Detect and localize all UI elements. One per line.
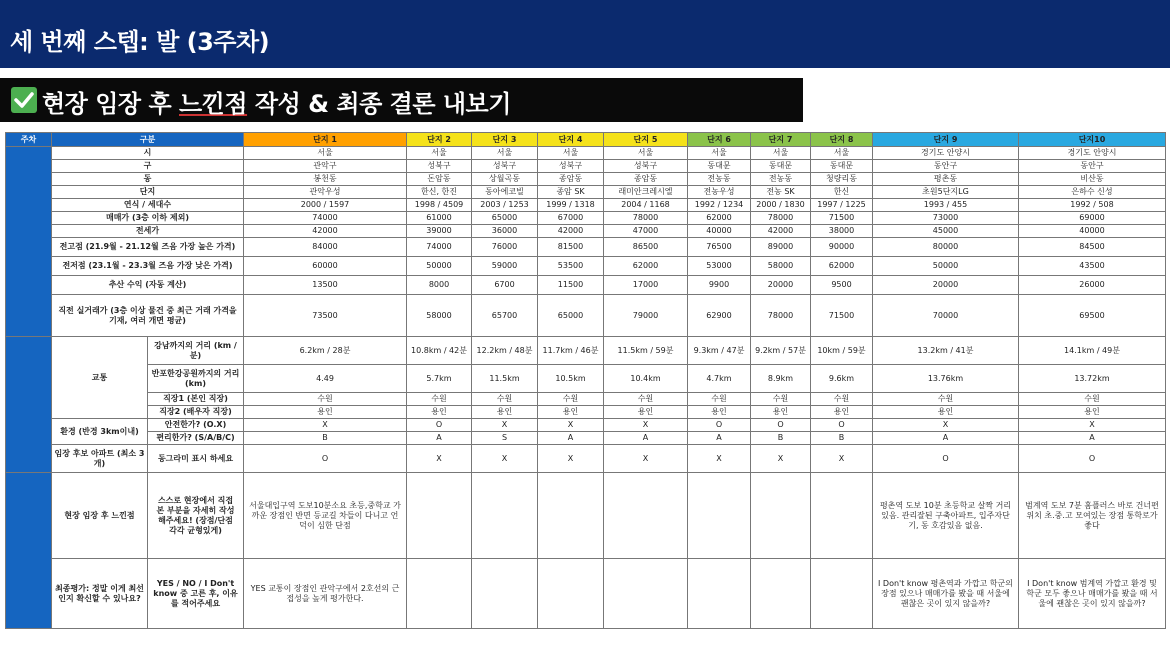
table-cell: 4.7km — [688, 365, 751, 393]
table-cell: 전농동 — [688, 173, 751, 186]
table-cell: 2000 / 1597 — [244, 199, 407, 212]
table-row — [6, 186, 1166, 199]
impression-cell — [407, 473, 472, 559]
header-complex-3: 단지 3 — [472, 133, 538, 147]
table-cell: 2003 / 1253 — [472, 199, 538, 212]
table-cell: 래미안크레시엘 — [604, 186, 688, 199]
table-cell: 74000 — [244, 212, 407, 225]
table-cell: 50000 — [407, 257, 472, 276]
row-label: 매매가 (3층 이하 제외) — [52, 212, 244, 225]
table-cell: 11.5km — [472, 365, 538, 393]
page-title: 세 번째 스텝: 발 (3주차) — [10, 28, 270, 56]
table-cell: 9500 — [811, 276, 873, 295]
table-cell: 69500 — [1019, 295, 1166, 337]
table-cell: X — [472, 419, 538, 432]
table-cell: 60000 — [244, 257, 407, 276]
table-cell: X — [472, 445, 538, 473]
table-cell: 용인 — [244, 406, 407, 419]
table-cell: 73500 — [244, 295, 407, 337]
table-cell: 종암동 — [538, 173, 604, 186]
table-cell: O — [811, 419, 873, 432]
table-cell: 용인 — [811, 406, 873, 419]
table-cell: 평촌동 — [873, 173, 1019, 186]
final-evaluation-prompt: YES / NO / I Don't know 중 고른 후, 이유를 적어주세요 — [148, 559, 244, 629]
table-cell: 수원 — [1019, 393, 1166, 406]
impression-prompt: 스스로 현장에서 직접 본 부분을 자세히 작성해주세요! (장점/단점 각각 균형있게) — [148, 473, 244, 559]
evaluation-table — [5, 132, 1166, 629]
row-label: 동그라미 표시 하세요 — [148, 445, 244, 473]
table-cell: O — [407, 419, 472, 432]
row-label: 강남까지의 거리 (km / 분) — [148, 337, 244, 365]
table-cell: 42000 — [538, 225, 604, 238]
final-evaluation-cell: I Don't know 평촌역과 가깝고 학군의 장점 있으나 매매가를 봤을 때 서울에 괜찮은 곳이 있지 않을까? — [873, 559, 1019, 629]
table-cell: 71500 — [811, 212, 873, 225]
table-cell: 동대문 — [751, 160, 811, 173]
table-cell: 40000 — [688, 225, 751, 238]
table-cell: A — [604, 432, 688, 445]
table-cell: 1998 / 4509 — [407, 199, 472, 212]
table-cell: 용인 — [604, 406, 688, 419]
table-cell: 90000 — [811, 238, 873, 257]
table-cell: 58000 — [407, 295, 472, 337]
table-cell: 은하수 신성 — [1019, 186, 1166, 199]
table-cell: 2000 / 1830 — [751, 199, 811, 212]
table-cell: 성북구 — [538, 160, 604, 173]
table-cell: 동안구 — [873, 160, 1019, 173]
table-cell: 43500 — [1019, 257, 1166, 276]
table-cell: 용인 — [1019, 406, 1166, 419]
row-label: 전고점 (21.9월 - 21.12월 즈음 가장 높은 가격) — [52, 238, 244, 257]
table-cell: 78000 — [751, 295, 811, 337]
traffic-label: 교통 — [52, 337, 148, 419]
row-label: 전세가 — [52, 225, 244, 238]
header-complex-7: 단지 7 — [751, 133, 811, 147]
table-cell: 전농동 — [751, 173, 811, 186]
table-row — [6, 225, 1166, 238]
table-cell: 65700 — [472, 295, 538, 337]
row-label: 동 — [52, 173, 244, 186]
row-label: 구 — [52, 160, 244, 173]
table-cell: 1992 / 1234 — [688, 199, 751, 212]
table-row — [6, 147, 1166, 160]
header-complex-5: 단지 5 — [604, 133, 688, 147]
final-evaluation-cell — [751, 559, 811, 629]
final-evaluation-cell — [538, 559, 604, 629]
table-row — [6, 445, 1166, 473]
table-cell: 89000 — [751, 238, 811, 257]
table-cell: 수원 — [538, 393, 604, 406]
table-cell: 65000 — [472, 212, 538, 225]
table-cell: O — [1019, 445, 1166, 473]
final-evaluation-cell — [472, 559, 538, 629]
table-cell: X — [604, 445, 688, 473]
table-cell: 65000 — [538, 295, 604, 337]
table-cell: 13.72km — [1019, 365, 1166, 393]
table-cell: 36000 — [472, 225, 538, 238]
table-cell: 돈암동 — [407, 173, 472, 186]
table-cell: 동아에코빌 — [472, 186, 538, 199]
table-cell: 39000 — [407, 225, 472, 238]
table-cell: 9.2km / 57분 — [751, 337, 811, 365]
table-cell: 62000 — [688, 212, 751, 225]
table-cell: 서울 — [604, 147, 688, 160]
table-cell: 서울 — [811, 147, 873, 160]
week-label-3 — [6, 473, 52, 629]
row-label: 단지 — [52, 186, 244, 199]
table-row — [6, 393, 1166, 406]
table-cell: 73000 — [873, 212, 1019, 225]
table-cell: 수원 — [407, 393, 472, 406]
table-cell: 10.8km / 42분 — [407, 337, 472, 365]
section-title-pre: 현장 임장 후 — [42, 90, 179, 118]
impression-cell — [538, 473, 604, 559]
table-cell: 53500 — [538, 257, 604, 276]
candidate-label: 임장 후보 아파트 (최소 3개) — [52, 445, 148, 473]
table-cell: 10km / 59분 — [811, 337, 873, 365]
table-cell: A — [1019, 432, 1166, 445]
table-cell: X — [751, 445, 811, 473]
final-evaluation-label: 최종평가: 정말 이게 최선인지 확신할 수 있나요? — [52, 559, 148, 629]
table-cell: 10.5km — [538, 365, 604, 393]
table-cell: 한신, 한진 — [407, 186, 472, 199]
final-evaluation-cell — [407, 559, 472, 629]
table-cell: 동대문 — [688, 160, 751, 173]
table-cell: 70000 — [873, 295, 1019, 337]
row-label: 안전한가? (O.X) — [148, 419, 244, 432]
table-cell: 경기도 안양시 — [1019, 147, 1166, 160]
row-label: 전저점 (23.1월 - 23.3월 즈음 가장 낮은 가격) — [52, 257, 244, 276]
table-cell: 수원 — [811, 393, 873, 406]
table-cell: 81500 — [538, 238, 604, 257]
table-cell: 수원 — [751, 393, 811, 406]
table-cell: 59000 — [472, 257, 538, 276]
table-cell: 84500 — [1019, 238, 1166, 257]
table-cell: 비산동 — [1019, 173, 1166, 186]
header-category: 구분 — [52, 133, 244, 147]
final-evaluation-cell — [688, 559, 751, 629]
table-cell: 78000 — [604, 212, 688, 225]
week-label-2 — [6, 337, 52, 473]
table-cell: 종암 SK — [538, 186, 604, 199]
evaluation-table-container — [5, 132, 1165, 646]
table-cell: 성북구 — [472, 160, 538, 173]
table-row — [6, 257, 1166, 276]
table-cell: 26000 — [1019, 276, 1166, 295]
table-row — [6, 473, 1166, 559]
section-title-post: 작성 & 최종 결론 내보기 — [247, 90, 511, 118]
table-cell: 1997 / 1225 — [811, 199, 873, 212]
table-cell: 수원 — [873, 393, 1019, 406]
table-cell: 봉천동 — [244, 173, 407, 186]
impression-label: 현장 임장 후 느낀점 — [52, 473, 148, 559]
table-row — [6, 419, 1166, 432]
table-cell: 경기도 안양시 — [873, 147, 1019, 160]
table-cell: 69000 — [1019, 212, 1166, 225]
table-cell: 1993 / 455 — [873, 199, 1019, 212]
table-cell: A — [538, 432, 604, 445]
table-cell: 상월곡동 — [472, 173, 538, 186]
table-cell: 62000 — [811, 257, 873, 276]
impression-cell — [751, 473, 811, 559]
table-cell: 용인 — [538, 406, 604, 419]
header-complex-9: 단지 9 — [873, 133, 1019, 147]
table-cell: 성북구 — [407, 160, 472, 173]
table-row — [6, 160, 1166, 173]
table-cell: 서울 — [472, 147, 538, 160]
table-cell: 17000 — [604, 276, 688, 295]
impression-cell — [688, 473, 751, 559]
table-cell: X — [244, 419, 407, 432]
table-cell: 14.1km / 49분 — [1019, 337, 1166, 365]
table-row — [6, 559, 1166, 629]
table-cell: 50000 — [873, 257, 1019, 276]
table-cell: 13.76km — [873, 365, 1019, 393]
table-cell: 용인 — [873, 406, 1019, 419]
table-cell: 62000 — [604, 257, 688, 276]
table-cell: 42000 — [244, 225, 407, 238]
table-cell: X — [538, 445, 604, 473]
table-cell: 76000 — [472, 238, 538, 257]
header-complex-2: 단지 2 — [407, 133, 472, 147]
table-cell: 6.2km / 28분 — [244, 337, 407, 365]
row-label: 직장1 (본인 직장) — [148, 393, 244, 406]
table-cell: 11.5km / 59분 — [604, 337, 688, 365]
week-label-1 — [6, 147, 52, 337]
table-cell: X — [407, 445, 472, 473]
header-complex-4: 단지 4 — [538, 133, 604, 147]
table-cell: 61000 — [407, 212, 472, 225]
table-cell: S — [472, 432, 538, 445]
table-cell: A — [688, 432, 751, 445]
table-cell: 용인 — [472, 406, 538, 419]
table-cell: 11500 — [538, 276, 604, 295]
section-title-underlined: 느낀점 — [179, 90, 248, 118]
table-cell: 10.4km — [604, 365, 688, 393]
table-row — [6, 173, 1166, 186]
table-cell: 전농우성 — [688, 186, 751, 199]
row-label: 직전 실거래가 (3층 이상 물건 중 최근 거래 가격을 기재, 여러 개면 평균) — [52, 295, 244, 337]
table-cell: A — [873, 432, 1019, 445]
table-cell: 동안구 — [1019, 160, 1166, 173]
header-complex-8: 단지 8 — [811, 133, 873, 147]
table-cell: X — [604, 419, 688, 432]
table-cell: 서울 — [688, 147, 751, 160]
table-cell: O — [244, 445, 407, 473]
table-cell: 76500 — [688, 238, 751, 257]
table-cell: 53000 — [688, 257, 751, 276]
table-cell: 전농 SK — [751, 186, 811, 199]
table-cell: 40000 — [1019, 225, 1166, 238]
table-row — [6, 365, 1166, 393]
table-cell: 한신 — [811, 186, 873, 199]
impression-cell: 평촌역 도보 10분 초등학교 살짝 거리있음. 관리잘된 구축아파트, 입주자단기, 동 호감있음 없음. — [873, 473, 1019, 559]
table-cell: 관악구 — [244, 160, 407, 173]
impression-cell — [811, 473, 873, 559]
table-cell: 2004 / 1168 — [604, 199, 688, 212]
table-cell: O — [688, 419, 751, 432]
row-label: 반포한강공원까지의 거리 (km) — [148, 365, 244, 393]
table-cell: X — [688, 445, 751, 473]
table-cell: X — [811, 445, 873, 473]
impression-cell: 서울대입구역 도보10분소요 초등,중학교 가까운 장점인 반면 등교길 차들이 다니고 언덕이 심한 단점 — [244, 473, 407, 559]
table-cell: 38000 — [811, 225, 873, 238]
row-label: 시 — [52, 147, 244, 160]
table-cell: 수원 — [688, 393, 751, 406]
table-cell: 서울 — [407, 147, 472, 160]
top-banner — [0, 0, 1170, 68]
table-cell: 84000 — [244, 238, 407, 257]
table-cell: B — [751, 432, 811, 445]
table-cell: 1999 / 1318 — [538, 199, 604, 212]
impression-cell: 범계역 도보 7분 홈플러스 바로 건너편 위치 초.중.고 모여있는 장점 통학로가 좋다 — [1019, 473, 1166, 559]
environment-label: 환경 (반경 3km이내) — [52, 419, 148, 445]
table-cell: 79000 — [604, 295, 688, 337]
header-complex-6: 단지 6 — [688, 133, 751, 147]
table-cell: 45000 — [873, 225, 1019, 238]
row-label: 연식 / 세대수 — [52, 199, 244, 212]
table-cell: 관악우성 — [244, 186, 407, 199]
table-row — [6, 199, 1166, 212]
table-cell: 58000 — [751, 257, 811, 276]
table-cell: 5.7km — [407, 365, 472, 393]
table-cell: X — [538, 419, 604, 432]
table-cell: 42000 — [751, 225, 811, 238]
table-cell: 47000 — [604, 225, 688, 238]
table-cell: 80000 — [873, 238, 1019, 257]
table-cell: 4.49 — [244, 365, 407, 393]
table-cell: 청량리동 — [811, 173, 873, 186]
impression-cell — [604, 473, 688, 559]
table-cell: 8000 — [407, 276, 472, 295]
table-cell: 6700 — [472, 276, 538, 295]
final-evaluation-cell — [604, 559, 688, 629]
table-cell: 67000 — [538, 212, 604, 225]
table-cell: 용인 — [407, 406, 472, 419]
row-label: 추산 수익 (자동 계산) — [52, 276, 244, 295]
table-cell: 62900 — [688, 295, 751, 337]
table-cell: 성북구 — [604, 160, 688, 173]
table-cell: 71500 — [811, 295, 873, 337]
table-cell: 9900 — [688, 276, 751, 295]
table-cell: 9.3km / 47분 — [688, 337, 751, 365]
table-cell: 수원 — [244, 393, 407, 406]
table-cell: 수원 — [604, 393, 688, 406]
checkmark-icon — [11, 87, 37, 113]
final-evaluation-cell — [811, 559, 873, 629]
table-cell: 11.7km / 46분 — [538, 337, 604, 365]
table-row — [6, 276, 1166, 295]
table-cell: 종암동 — [604, 173, 688, 186]
impression-cell — [472, 473, 538, 559]
table-cell: 20000 — [751, 276, 811, 295]
row-label: 편리한가? (S/A/B/C) — [148, 432, 244, 445]
table-cell: A — [407, 432, 472, 445]
table-row — [6, 406, 1166, 419]
table-cell: 1992 / 508 — [1019, 199, 1166, 212]
header-week: 주차 — [6, 133, 52, 147]
table-cell: 용인 — [688, 406, 751, 419]
table-cell: O — [873, 445, 1019, 473]
table-cell: O — [751, 419, 811, 432]
table-cell: 74000 — [407, 238, 472, 257]
table-cell: 8.9km — [751, 365, 811, 393]
table-cell: 서울 — [751, 147, 811, 160]
table-cell: 20000 — [873, 276, 1019, 295]
table-row — [6, 432, 1166, 445]
section-banner — [0, 78, 803, 122]
table-row — [6, 238, 1166, 257]
table-cell: 서울 — [244, 147, 407, 160]
table-cell: X — [873, 419, 1019, 432]
final-evaluation-cell: YES 교통이 장점인 관악구에서 2호선의 근접성을 높게 평가한다. — [244, 559, 407, 629]
table-cell: 86500 — [604, 238, 688, 257]
table-cell: 13.2km / 41분 — [873, 337, 1019, 365]
table-row — [6, 295, 1166, 337]
table-cell: B — [811, 432, 873, 445]
section-title — [42, 84, 511, 119]
table-cell: 78000 — [751, 212, 811, 225]
table-cell: B — [244, 432, 407, 445]
header-complex-1: 단지 1 — [244, 133, 407, 147]
table-cell: 12.2km / 48분 — [472, 337, 538, 365]
final-evaluation-cell: I Don't know 범계역 가깝고 환경 및 학군 모두 좋으나 매매가를 봤을 때 서울에 괜찮은 곳이 있지 않을까? — [1019, 559, 1166, 629]
table-cell: 동대문 — [811, 160, 873, 173]
table-row — [6, 337, 1166, 365]
table-cell: 13500 — [244, 276, 407, 295]
table-cell: 9.6km — [811, 365, 873, 393]
table-cell: 수원 — [472, 393, 538, 406]
header-complex-10: 단지10 — [1019, 133, 1166, 147]
table-cell: X — [1019, 419, 1166, 432]
table-header-row — [6, 133, 1166, 147]
row-label: 직장2 (배우자 직장) — [148, 406, 244, 419]
table-cell: 용인 — [751, 406, 811, 419]
table-row — [6, 212, 1166, 225]
table-cell: 초원5단지LG — [873, 186, 1019, 199]
table-cell: 서울 — [538, 147, 604, 160]
